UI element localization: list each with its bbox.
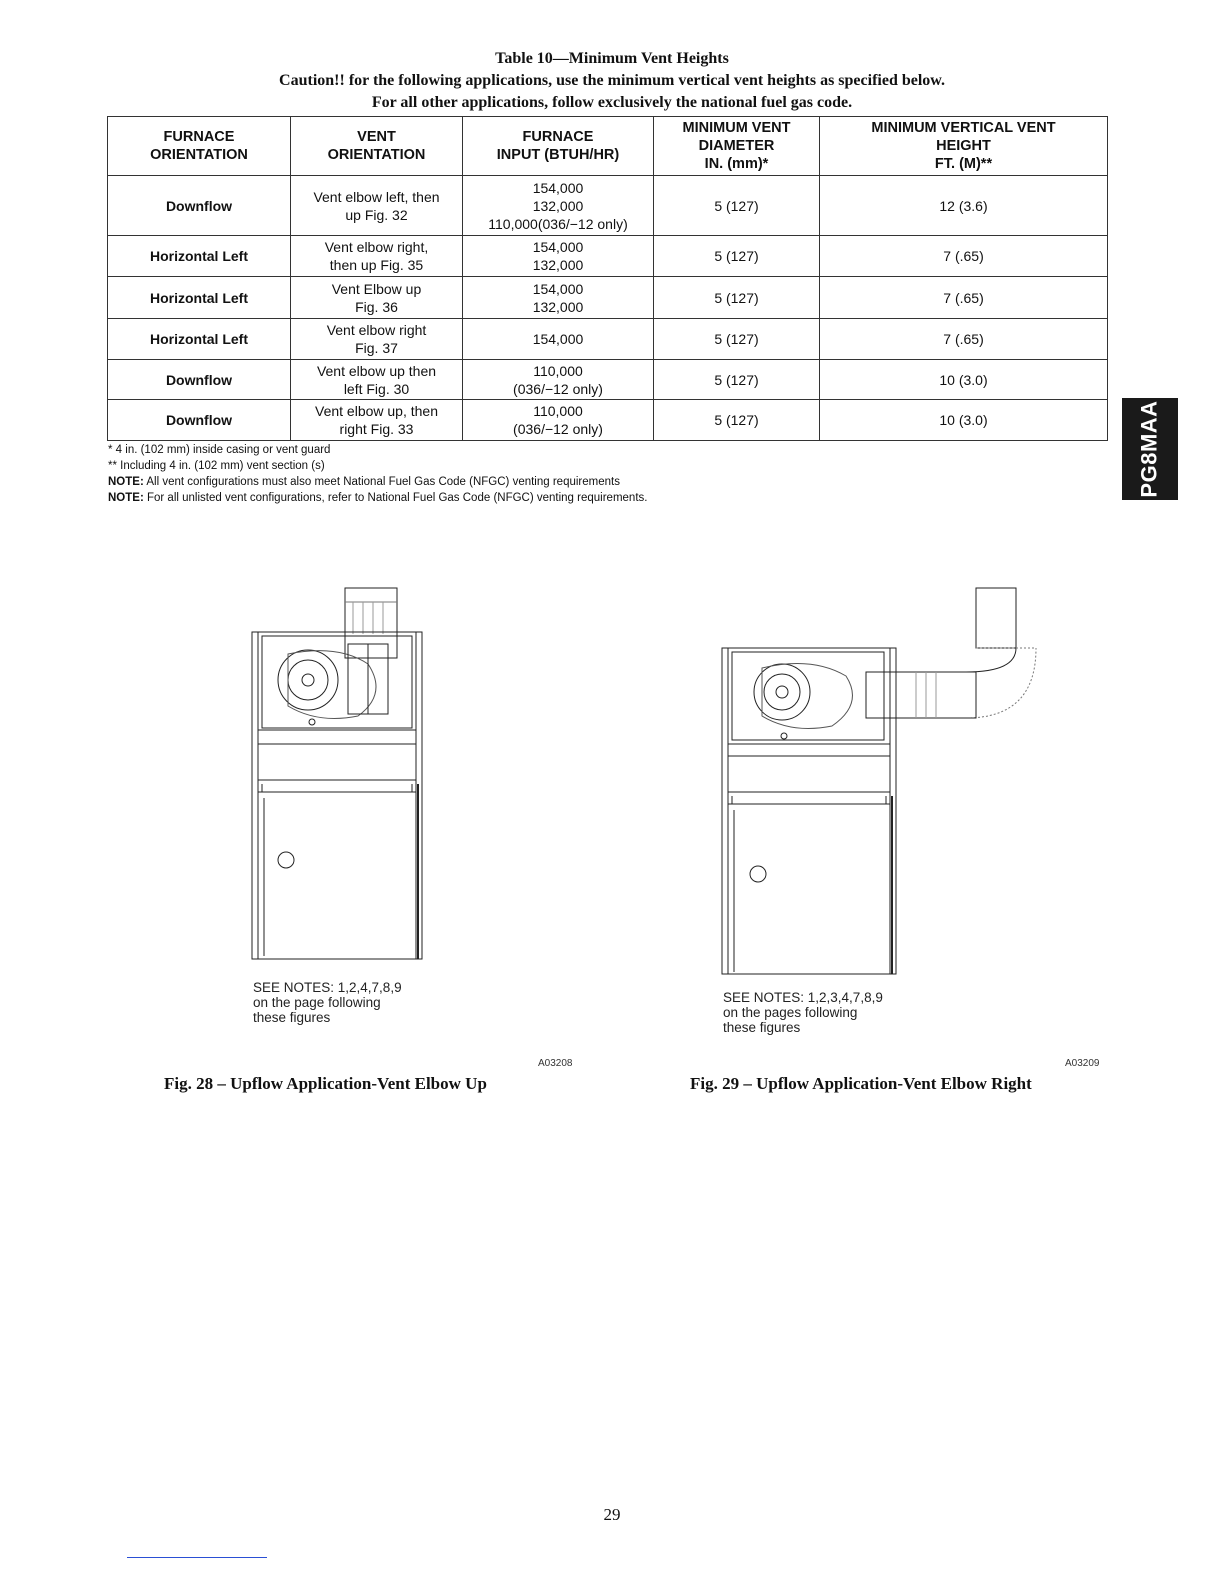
table-title: Table 10—Minimum Vent Heights	[495, 50, 729, 67]
footer-rule	[127, 1557, 267, 1558]
cell-vent: Vent elbow right Fig. 37	[291, 319, 463, 360]
cell-vent: Vent elbow up, then right Fig. 33	[291, 400, 463, 441]
cell-input: 110,000 (036/−12 only)	[463, 360, 654, 400]
table-row	[108, 176, 1108, 236]
fuel-gas-code-line: For all other applications, follow exclusively the national fuel gas code.	[371, 94, 853, 111]
note-nfgc-must: NOTE: All vent configurations must also meet National Fuel Gas Code (NFGC) venting requirements	[108, 476, 620, 488]
note-label: NOTE:	[108, 492, 144, 504]
fig-29-code: A03209	[1065, 1058, 1100, 1069]
fig-28-caption: Fig. 28 – Upflow Application-Vent Elbow Up	[164, 1074, 487, 1093]
table-title-block	[0, 48, 1224, 114]
table-row	[108, 319, 1108, 360]
cell-input: 154,000 132,000	[463, 236, 654, 277]
table-row	[108, 360, 1108, 400]
cell-diameter: 5 (127)	[654, 319, 820, 360]
header-min-vent-diameter: MINIMUM VENT DIAMETER IN. (mm)*	[654, 117, 820, 176]
cell-vent: Vent elbow left, then up Fig. 32	[291, 176, 463, 236]
cell-input: 154,000	[463, 319, 654, 360]
caution-line: Caution!! for the following applications, use the minimum vertical vent heights as specified below.	[279, 72, 945, 89]
cell-vent: Vent elbow right, then up Fig. 35	[291, 236, 463, 277]
fig-28-code: A03208	[538, 1058, 573, 1069]
cell-diameter: 5 (127)	[654, 277, 820, 319]
table-row	[108, 400, 1108, 441]
cell-height: 7 (.65)	[820, 319, 1108, 360]
cell-diameter: 5 (127)	[654, 236, 820, 277]
table-notes	[108, 442, 647, 506]
furnace-vent-right-illustration	[716, 584, 1046, 978]
note-nfgc-unlisted: NOTE: For all unlisted vent configurations, refer to National Fuel Gas Code (NFGC) venting requirements.	[108, 492, 648, 504]
table-row	[108, 236, 1108, 277]
header-vent-orientation: VENT ORIENTATION	[291, 117, 463, 176]
cell-height: 7 (.65)	[820, 277, 1108, 319]
fig-28-see-notes: SEE NOTES: 1,2,4,7,8,9 on the page following these figures	[253, 980, 402, 1025]
cell-furnace: Horizontal Left	[108, 277, 291, 319]
model-side-tab	[1122, 398, 1178, 500]
cell-height: 7 (.65)	[820, 236, 1108, 277]
table-header-row	[108, 117, 1108, 176]
minimum-vent-heights-table	[107, 116, 1108, 441]
header-furnace-input: FURNACE INPUT (BTUH/HR)	[463, 117, 654, 176]
cell-vent: Vent Elbow up Fig. 36	[291, 277, 463, 319]
cell-furnace: Downflow	[108, 400, 291, 441]
cell-input: 110,000 (036/−12 only)	[463, 400, 654, 441]
cell-furnace: Horizontal Left	[108, 236, 291, 277]
model-label: PG8MAA	[1137, 400, 1162, 498]
page-number: 29	[603, 1505, 621, 1524]
fig-28-drawing	[248, 584, 428, 969]
table-row	[108, 277, 1108, 319]
header-furnace-orientation: FURNACE ORIENTATION	[108, 117, 291, 176]
cell-height: 10 (3.0)	[820, 400, 1108, 441]
header-min-vertical-height: MINIMUM VERTICAL VENT HEIGHT FT. (M)**	[820, 117, 1108, 176]
fig-29-see-notes: SEE NOTES: 1,2,3,4,7,8,9 on the pages following these figures	[723, 990, 883, 1035]
cell-diameter: 5 (127)	[654, 400, 820, 441]
cell-vent: Vent elbow up then left Fig. 30	[291, 360, 463, 400]
cell-diameter: 5 (127)	[654, 360, 820, 400]
fig-29-caption: Fig. 29 – Upflow Application-Vent Elbow Right	[690, 1074, 1032, 1093]
note-label: NOTE:	[108, 476, 144, 488]
fig-29-drawing	[716, 584, 1046, 983]
cell-height: 12 (3.6)	[820, 176, 1108, 236]
furnace-vent-up-illustration	[248, 584, 428, 964]
cell-input: 154,000 132,000	[463, 277, 654, 319]
cell-diameter: 5 (127)	[654, 176, 820, 236]
cell-furnace: Horizontal Left	[108, 319, 291, 360]
cell-furnace: Downflow	[108, 176, 291, 236]
cell-input: 154,000 132,000 110,000(036/−12 only)	[463, 176, 654, 236]
note-vent-section: ** Including 4 in. (102 mm) vent section (s)	[108, 460, 325, 472]
note-casing: * 4 in. (102 mm) inside casing or vent guard	[108, 444, 331, 456]
cell-furnace: Downflow	[108, 360, 291, 400]
cell-height: 10 (3.0)	[820, 360, 1108, 400]
